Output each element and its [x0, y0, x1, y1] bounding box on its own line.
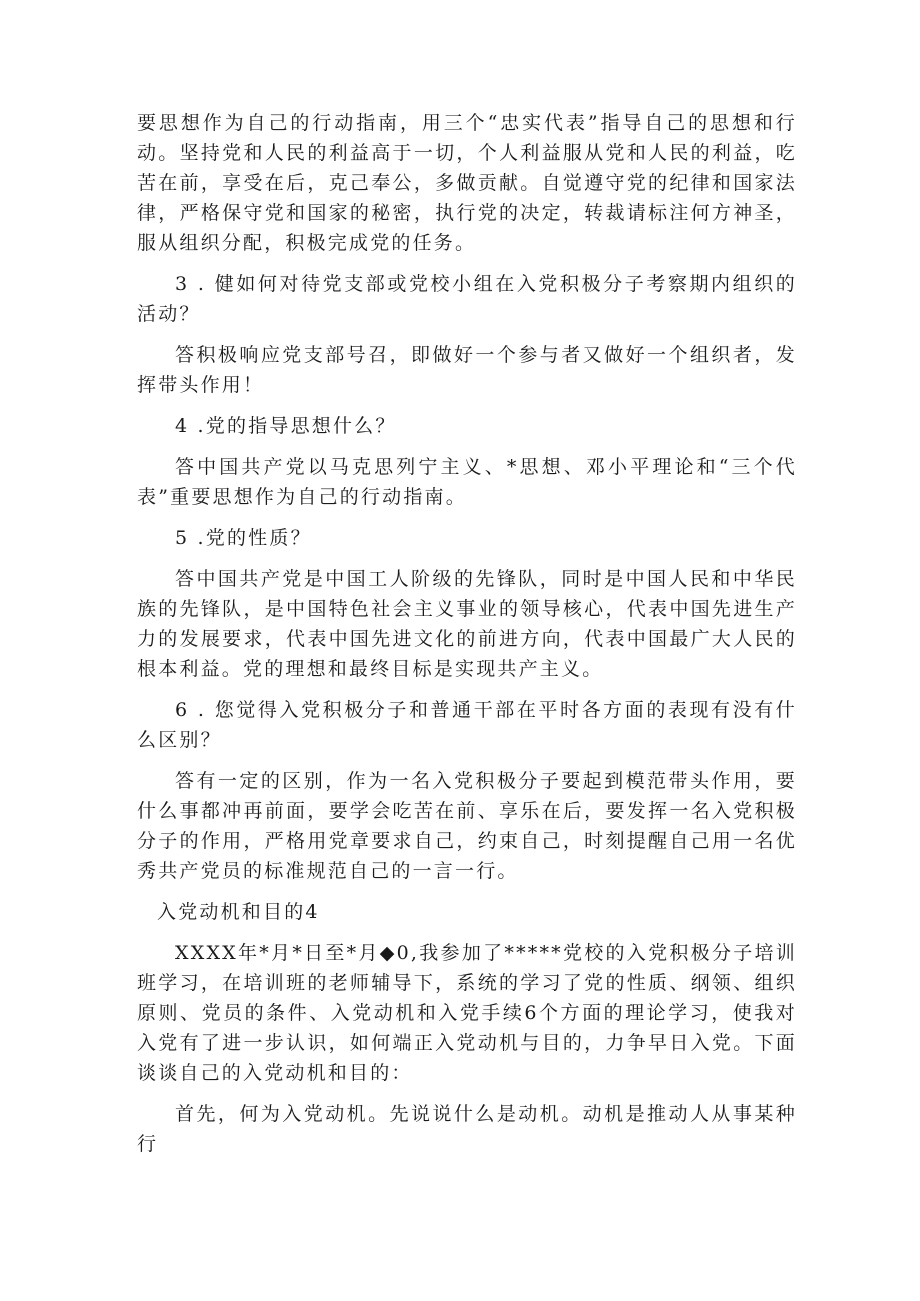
paragraph-oath-continuation: 要思想作为自己的行动指南，用三个“忠实代表”指导自己的思想和行动。坚持党和人民的利益高于一切，个人利益服从党和人民的利益，吃苦在前，享受在后，克己奉公，多做贡献。自觉遵守党的纪律和国家法律，严格保守党和国家的秘密，执行党的决定，转裁请标注何方神圣，服从组织分配，积极完成党的任务。: [137, 112, 797, 254]
question-6-heading: 6 . 您觉得入党积极分子和普通干部在平时各方面的表现有没有什么区别？: [137, 699, 797, 751]
document-body: [137, 108, 797, 1170]
answer-4-paragraph: 答中国共产党以马克思列宁主义、*思想、邓小平理论和“三个代表”重要思想作为自己的行动指南。: [137, 456, 797, 508]
answer-3-paragraph: 答积极响应党支部号召，即做好一个参与者又做好一个组织者，发挥带头作用！: [137, 344, 797, 396]
question-3-heading: 3 . 健如何对待党支部或党校小组在入党积极分子考察期内组织的活动？: [137, 273, 797, 325]
motivation-paragraph: 首先，何为入党动机。先说说什么是动机。动机是推动人从事某种行: [137, 1103, 797, 1155]
section-title: 入党动机和目的4: [157, 901, 320, 923]
training-paragraph: XXXX年*月*日至*月◆0,我参加了*****党校的入党积极分子培训班学习，在培训班的老师辅导下，系统的学习了党的性质、纲领、组织原则、党员的条件、入党动机和入党手续6个方面的理论学习，使我对入党有了进一步认识，如何端正入党动机与目的，力争早日入党。下面谈谈自己的入党动机和目的：: [137, 942, 797, 1084]
answer-5-paragraph: 答中国共产党是中国工人阶级的先锋队，同时是中国人民和中华民族的先锋队，是中国特色社会主义事业的领导核心，代表中国先进生产力的发展要求，代表中国先进文化的前进方向，代表中国最广大人民的根本利益。党的理想和最终目标是实现共产主义。: [137, 568, 797, 680]
question-5-heading: 5 .党的性质？: [175, 527, 312, 549]
answer-6-paragraph: 答有一定的区别，作为一名入党积极分子要起到模范带头作用，要什么事都冲再前面，要学会吃苦在前、享乐在后，要发挥一名入党积极分子的作用，严格用党章要求自己，约束自己，时刻提醒自己用一名优秀共产党员的标准规范自己的一言一行。: [137, 770, 797, 882]
question-4-heading: 4 .党的指导思想什么？: [175, 415, 397, 437]
